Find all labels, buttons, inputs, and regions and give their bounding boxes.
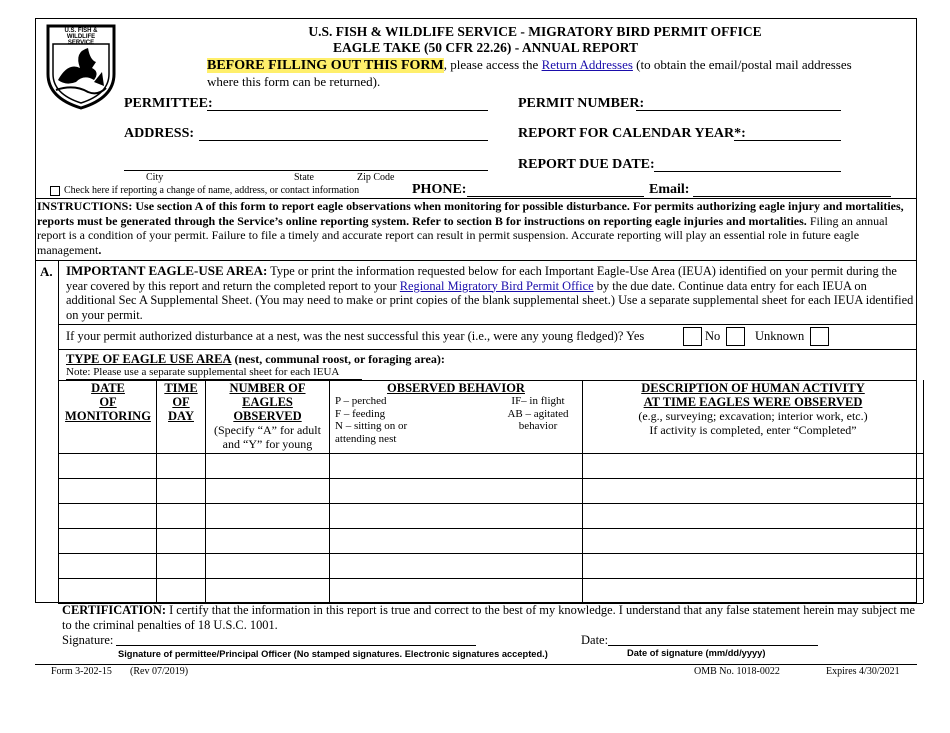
before-filling-highlight: BEFORE FILLING OUT THIS FORM — [207, 58, 444, 73]
col-sep-3 — [329, 380, 330, 603]
phone-input[interactable] — [467, 182, 644, 197]
permit-number-label: PERMIT NUMBER: — [518, 96, 645, 111]
nest-question: If your permit authorized disturbance at a nest, was the nest successful this year (i.e., were any young fledged)? Yes — [66, 329, 645, 343]
section-a-text-1: Type or print the information requested below for each Important Eagle-Use Area (IEUA) identified on your permit during the year covered by this report and return the completed report to your — [66, 264, 897, 293]
date-caption: Date of signature (mm/dd/yyyy) — [627, 648, 766, 658]
address-input[interactable] — [199, 126, 488, 141]
footer-rule — [35, 664, 917, 665]
signature-caption: Signature of permittee/Principal Officer (No stamped signatures. Electronic signatures accepted.) — [118, 649, 548, 659]
section-a-heading: IMPORTANT EAGLE-USE AREA: — [66, 263, 268, 278]
divider-4 — [58, 349, 917, 350]
instructions-plain: Filing an annual report is a condition of your permit. Failure to file a timely and accurate report can result in permit suspension. Accurate reporting will play an essential role in future eagle management — [37, 213, 888, 257]
divider-2 — [35, 260, 917, 261]
table-row[interactable] — [58, 528, 923, 529]
type-heading-row — [66, 352, 445, 367]
date-label: Date: — [581, 633, 609, 647]
col-time-header: TIME OF DAY — [164, 381, 198, 423]
section-a-text-2: by the due date. Continue data entry for each IEUA on additional Sec A Supplemental Sheet. (You may need to make or print copies of the blank supplemental sheet.) Use a separate supplemental sheet for each IEUA identified on your permit. — [66, 278, 914, 322]
behavior-left: P – perched F – feeding N – sitting on or attending nest — [335, 395, 408, 445]
instructions-bold: INSTRUCTIONS: Use section A of this form to report eagle observations when monitoring for possible disturbance. For permits authorizing eagle injury and mortalities, reports must be generated through the Service’s online reporting system. Refer to section B for instructions on reporting eagle injuries and mortalities. — [37, 199, 904, 228]
permit-number-input[interactable] — [636, 96, 841, 111]
report-due-input[interactable] — [654, 157, 841, 172]
signature-input[interactable] — [116, 645, 476, 646]
form-title: EAGLE TAKE (50 CFR 22.26) - ANNUAL REPORT — [333, 40, 639, 55]
expires: Expires 4/30/2021 — [826, 666, 900, 677]
regional-office-link[interactable]: Regional Migratory Bird Permit Office — [399, 278, 594, 293]
ieua-note: Note: Please use a separate supplemental sheet for each IEUA — [66, 366, 340, 378]
address-label: ADDRESS: — [124, 126, 195, 141]
omb-number: OMB No. 1018-0022 — [694, 666, 780, 677]
permittee-input[interactable] — [207, 96, 488, 111]
type-heading: TYPE OF EAGLE USE AREA — [66, 352, 232, 366]
table-row[interactable] — [58, 453, 923, 454]
change-check-row — [50, 185, 359, 196]
date-input[interactable] — [608, 645, 818, 646]
col-behavior-header: OBSERVED BEHAVIOR — [387, 381, 525, 395]
signature-label: Signature: — [62, 633, 114, 647]
logo-top-text: U.S. FISH & WILDLIFE SERVICE — [64, 28, 98, 46]
city-state-zip-input[interactable] — [124, 156, 488, 171]
instructions-period: . — [98, 242, 102, 257]
form-rev: (Rev 07/2019) — [130, 666, 189, 677]
before-text-3: where this form can be returned). — [207, 74, 381, 89]
change-checkbox[interactable] — [50, 186, 60, 196]
col-sep-5 — [923, 380, 924, 603]
fws-logo — [44, 22, 118, 110]
email-input[interactable] — [693, 182, 891, 197]
nest-yes-box[interactable] — [683, 327, 702, 346]
table-row[interactable] — [58, 503, 923, 504]
behavior-right: IF– in flight AB – agitated behavior — [507, 395, 569, 432]
before-text-2: (to obtain the email/postal mail addresses — [632, 57, 852, 72]
divider-3 — [58, 324, 917, 325]
certification-text: I certify that the information in this report is true and correct to the best of my knowledge. I understand that any false statement herein may subject me to the criminal penalties of 18 U.S.C. 1001. — [62, 603, 916, 632]
report-year-input[interactable] — [734, 126, 841, 141]
city-caption: City — [146, 172, 164, 183]
section-a-letter: A. — [40, 264, 53, 279]
change-check-label: Check here if reporting a change of name, address, or contact information — [64, 185, 360, 196]
state-caption: State — [294, 172, 314, 183]
report-year-label: REPORT FOR CALENDAR YEAR*: — [518, 126, 746, 141]
instructions — [37, 199, 915, 257]
col-date-header: DATE OF MONITORING — [65, 381, 151, 423]
email-label: Email: — [649, 182, 690, 197]
zip-caption: Zip Code — [357, 172, 395, 183]
nest-unknown-label: Unknown — [755, 329, 805, 343]
certification-label: CERTIFICATION: — [62, 603, 166, 617]
nest-unknown-box[interactable] — [810, 327, 829, 346]
table-row[interactable] — [58, 578, 923, 579]
form-number: Form 3-202-15 — [51, 666, 112, 677]
nest-no-label: No — [705, 329, 721, 343]
table-row[interactable] — [58, 478, 923, 479]
col-human-header: DESCRIPTION OF HUMAN ACTIVITY AT TIME EAGLES WERE OBSERVED (e.g., surveying; excavation; interior work, etc.) If activity is completed, enter “Completed” — [638, 381, 868, 437]
col-number-header: NUMBER OF EAGLES OBSERVED (Specify “A” for adult and “Y” for young — [214, 381, 321, 451]
section-a-text — [66, 264, 916, 322]
type-sub: (nest, communal roost, or foraging area): — [231, 352, 445, 366]
phone-label: PHONE: — [412, 182, 467, 197]
before-text-1: , please access the — [443, 57, 542, 72]
nest-no-box[interactable] — [726, 327, 745, 346]
return-addresses-link[interactable]: Return Addresses — [541, 57, 633, 72]
section-a-left-rule — [58, 260, 59, 603]
permittee-label: PERMITTEE: — [124, 96, 213, 111]
table-row[interactable] — [58, 553, 923, 554]
agency-title: U.S. FISH & WILDLIFE SERVICE - MIGRATORY BIRD PERMIT OFFICE — [308, 24, 762, 39]
before-filling-line — [207, 57, 852, 74]
certification — [62, 603, 917, 632]
report-due-label: REPORT DUE DATE: — [518, 157, 655, 172]
